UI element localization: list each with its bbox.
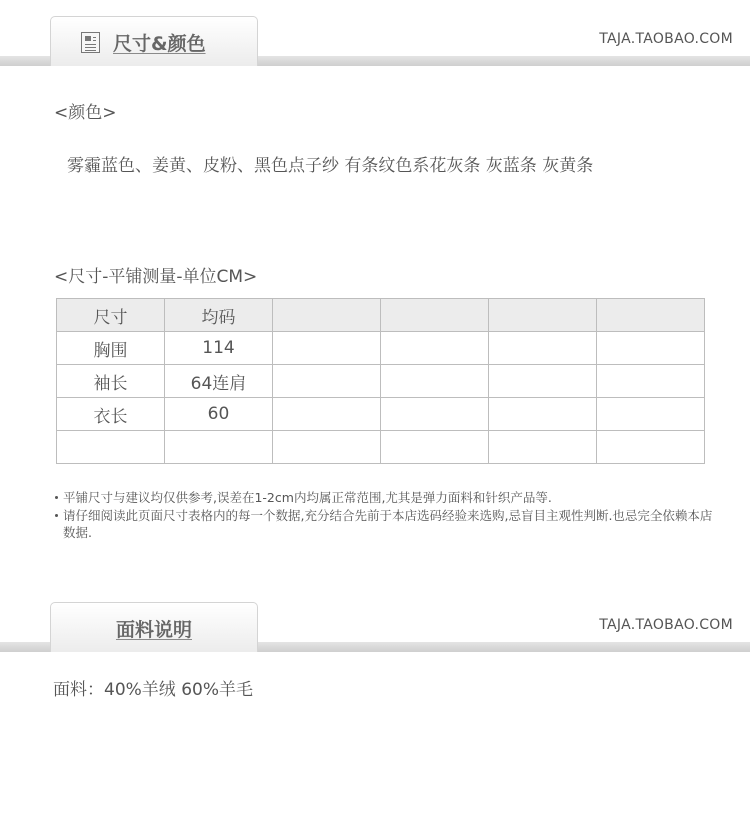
note-item: 平铺尺寸与建议均仅供参考,误差在1-2cm内均属正常范围,尤其是弹力面料和针织产品等. <box>55 489 715 506</box>
table-cell: 60 <box>165 398 273 431</box>
table-cell <box>489 365 597 398</box>
table-header-cell <box>597 299 705 332</box>
table-cell <box>381 398 489 431</box>
table-cell <box>489 332 597 365</box>
size-label: <尺寸-平铺测量-单位CM> <box>54 267 258 287</box>
table-header-row <box>57 299 705 332</box>
table-cell: 胸围 <box>57 332 165 365</box>
fabric-composition: 面料：40%羊绒 60%羊毛 <box>53 680 253 700</box>
table-cell <box>597 365 705 398</box>
table-cell: 64连肩 <box>165 365 273 398</box>
table-cell <box>381 365 489 398</box>
table-cell <box>489 398 597 431</box>
table-header-cell: 尺寸 <box>57 299 165 332</box>
size-table <box>56 298 705 464</box>
table-cell <box>597 398 705 431</box>
table-row <box>57 332 705 365</box>
table-cell: 袖长 <box>57 365 165 398</box>
table-cell <box>273 365 381 398</box>
table-cell <box>381 431 489 464</box>
table-row <box>57 365 705 398</box>
table-header-cell: 均码 <box>165 299 273 332</box>
table-cell: 114 <box>165 332 273 365</box>
notes-list <box>55 489 715 542</box>
section-title: 面料说明 <box>115 619 192 641</box>
table-cell <box>489 431 597 464</box>
note-item: 请仔细阅读此页面尺寸表格内的每一个数据,充分结合先前于本店选码经验来选购,忌盲目主观性判断.也忌完全依赖本店数据. <box>55 507 715 541</box>
colors-list: 雾霾蓝色、姜黄、皮粉、黑色点子纱 有条纹色系花灰条 灰蓝条 灰黄条 <box>67 156 594 176</box>
table-cell <box>165 431 273 464</box>
table-row <box>57 398 705 431</box>
table-cell <box>597 332 705 365</box>
table-header-cell <box>273 299 381 332</box>
table-row <box>57 431 705 464</box>
table-cell <box>381 332 489 365</box>
size-color-header <box>0 0 750 66</box>
table-cell <box>273 398 381 431</box>
table-cell <box>57 431 165 464</box>
table-cell <box>273 332 381 365</box>
header-tab <box>50 16 258 66</box>
table-header-cell <box>381 299 489 332</box>
table-cell <box>273 431 381 464</box>
table-cell <box>597 431 705 464</box>
document-icon <box>81 32 100 53</box>
table-header-cell <box>489 299 597 332</box>
colors-label: <颜色> <box>54 103 117 123</box>
section-title: 尺寸&颜色 <box>113 33 206 55</box>
site-url: TAJA.TAOBAO.COM <box>599 617 733 633</box>
site-url: TAJA.TAOBAO.COM <box>599 31 733 47</box>
header-tab <box>50 602 258 652</box>
table-cell: 衣长 <box>57 398 165 431</box>
fabric-header <box>0 586 750 652</box>
